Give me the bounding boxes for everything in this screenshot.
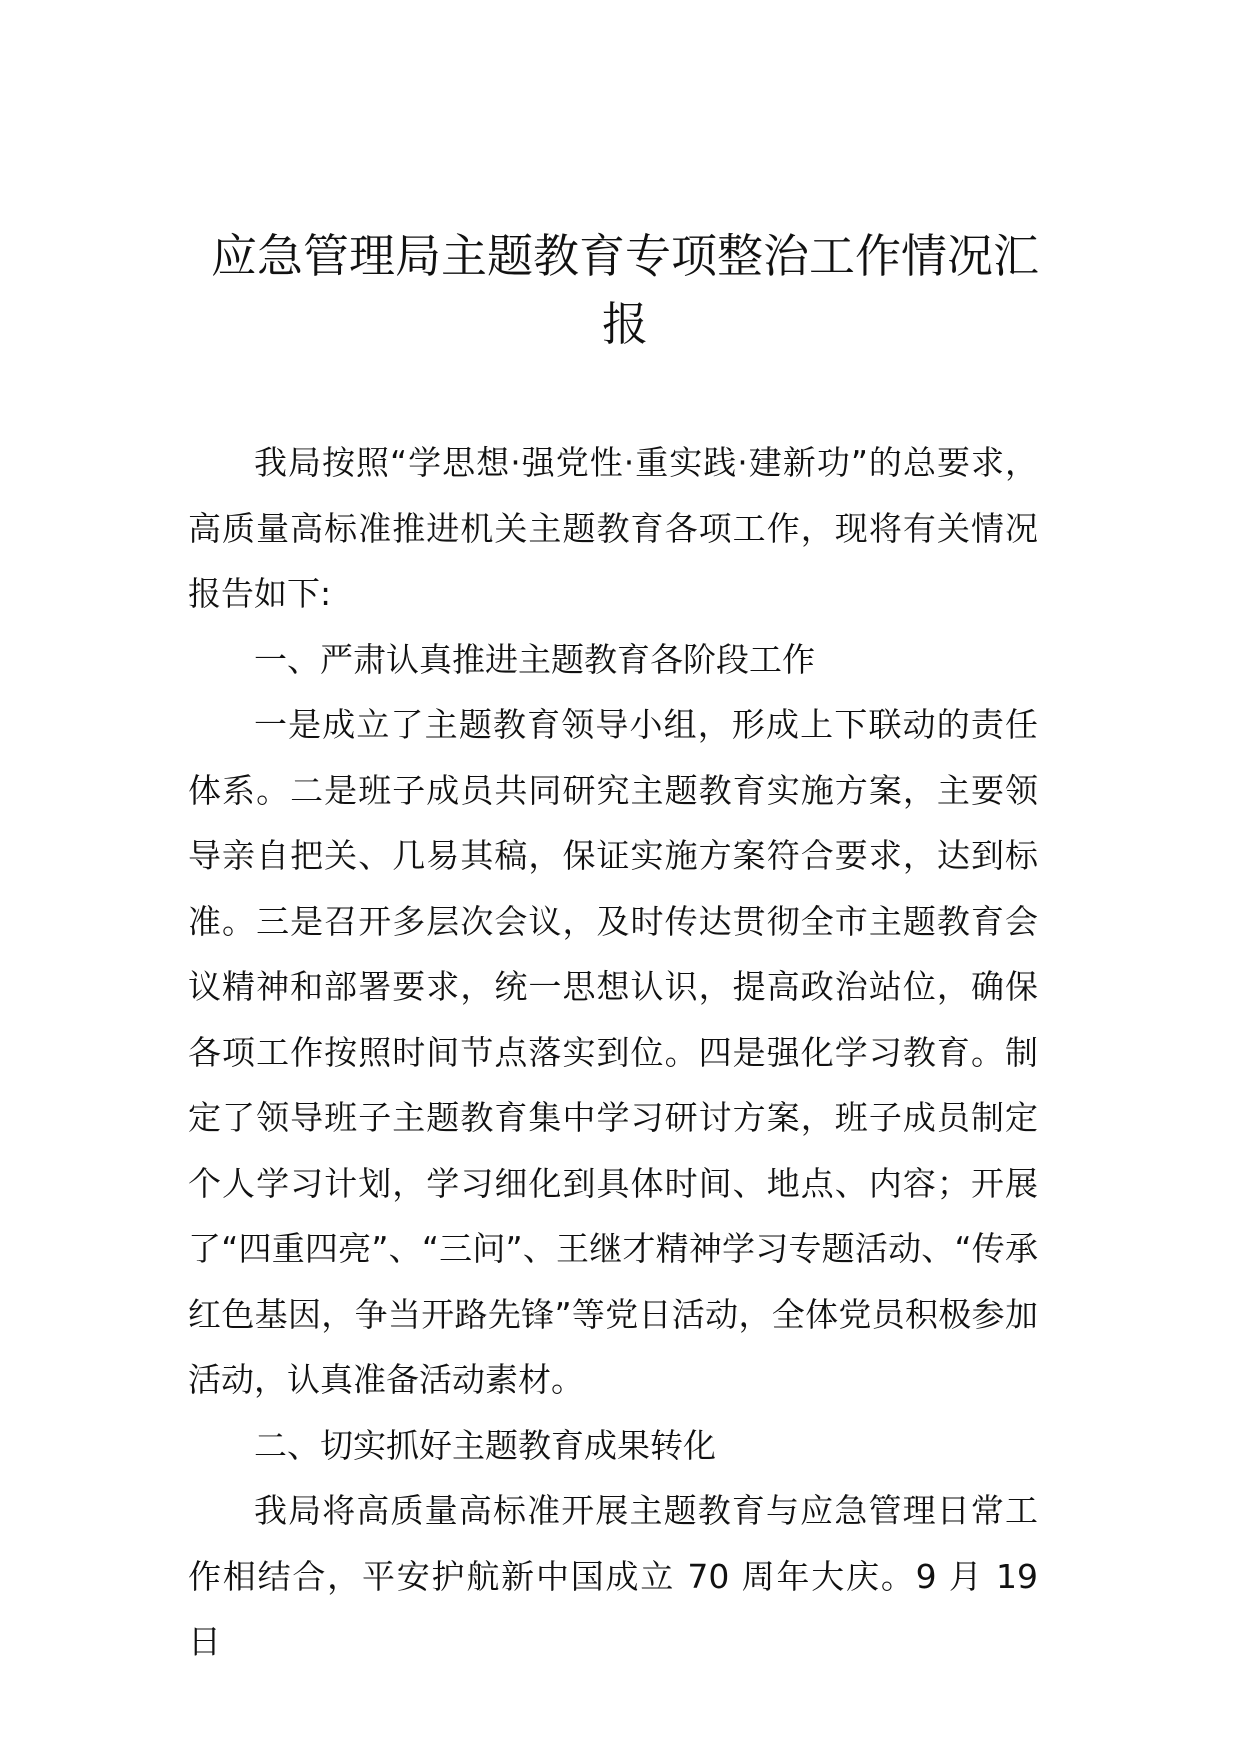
section-1-paragraph: 一是成立了主题教育领导小组，形成上下联动的责任体系。二是班子成员共同研究主题教育实施方案，主要领导亲自把关、几易其稿，保证实施方案符合要求，达到标准。三是召开多层次会议，及时传达贯彻全市主题教育会议精神和部署要求，统一思想认识，提高政治站位，确保各项工作按照时间节点落实到位。四是强化学习教育。制定了领导班子主题教育集中学习研讨方案，班子成员制定个人学习计划，学习细化到具体时间、地点、内容；开展了“四重四亮”、“三问”、王继才精神学习专题活动、“传承红色基因，争当开路先锋”等党日活动，全体党员积极参加活动，认真准备活动素材。 [188,705,1038,1399]
section-heading-1: 一、严肃认真推进主题教育各阶段工作 [254,639,815,679]
document-title: 应急管理局主题教育专项整治工作情况汇报 [211,229,1039,351]
section-2-paragraph: 我局将高质量高标准开展主题教育与应急管理日常工作相结合，平安护航新中国成立 70 周年大庆。9 月 19 日 [188,1491,1038,1661]
document-body [188,430,1038,1675]
intro-paragraph: 我局按照“学思想·强党性·重实践·建新功”的总要求，高质量高标准推进机关主题教育各项工作，现将有关情况报告如下: [188,443,1038,613]
section-heading-2: 二、切实抓好主题教育成果转化 [254,1425,716,1465]
